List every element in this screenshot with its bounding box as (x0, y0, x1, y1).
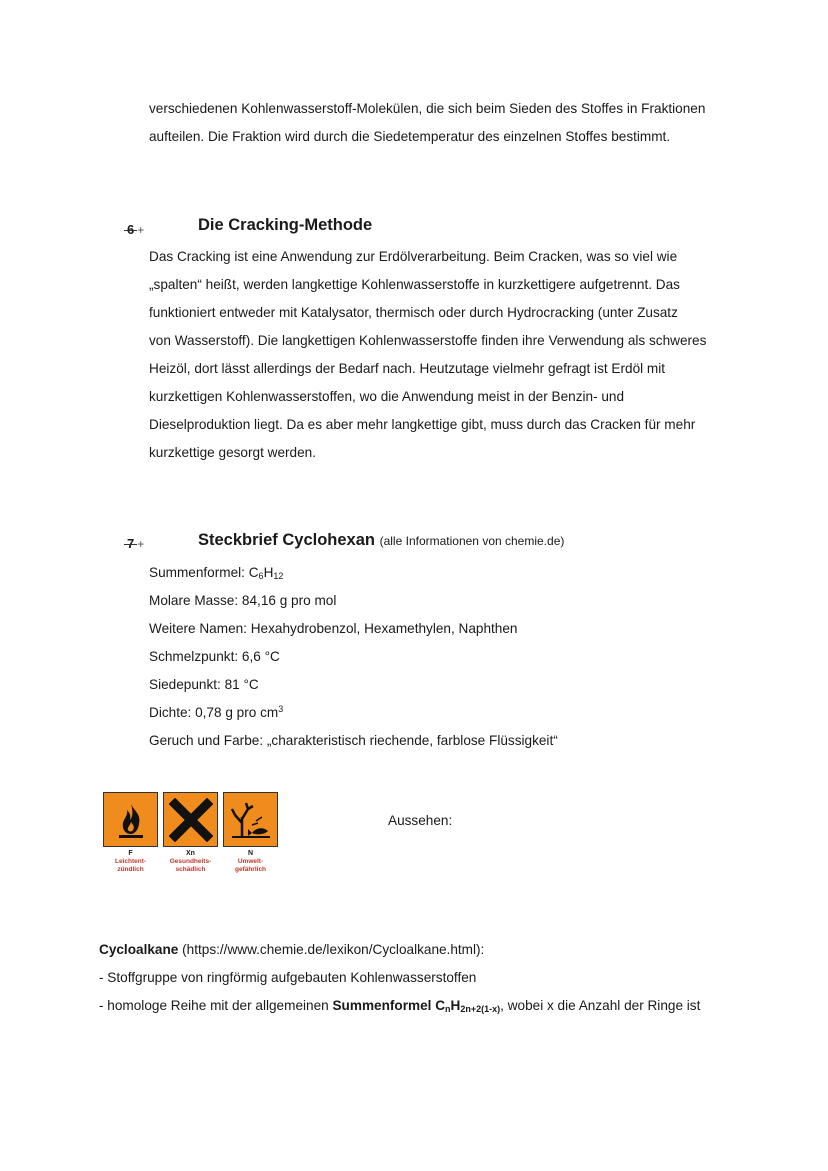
cracking-line: Heizöl, dort lässt allerdings der Bedarf nach. Heutzutage vielmehr gefragt ist Erdöl mit (149, 361, 666, 376)
hazard-Xn (162, 792, 219, 874)
cycloalkanes-point: - homologe Reihe mit der allgemeinen Summenformel $C_nH_{2n+2(1-x)}$, wobei x die Anzahl der Ringe ist (99, 998, 701, 1014)
density-row: Dichte: 0,78 g pro $cm^3$ (149, 704, 284, 720)
hazard-F (102, 792, 159, 874)
intro-line: aufteilen. Die Fraktion wird durch die Siedetemperatur des einzelnen Stoffes bestimmt. (149, 129, 671, 144)
intro-paragraph (149, 95, 749, 151)
smell-row: Geruch und Farbe: „charakteristisch riechende, farblose Flüssigkeit“ (149, 733, 558, 748)
names-row: Weitere Namen: Hexahydrobenzol, Hexamethylen, Naphthen (149, 621, 518, 636)
cycloalkanes-section (99, 936, 799, 1020)
section-7-title (198, 530, 564, 551)
formula-row: Summenformel: $C_6H_{12}$ (149, 565, 284, 581)
cracking-line: kurzkettigen Kohlenwasserstoffen, wo die Anwendung meist in der Benzin- und (149, 389, 625, 404)
source-note: (alle Informationen von chemie.de) (379, 534, 565, 548)
cracking-line: „spalten“ heißt, werden langkettige Kohlenwasserstoffe in kurzkettigere aufgetrennt. Das (149, 277, 680, 292)
melting-row: Schmelzpunkt: 6,6 °C (149, 649, 280, 664)
hazard-label: zündlich (117, 866, 144, 873)
cross-icon (163, 792, 218, 847)
steckbrief-title: Steckbrief Cyclohexan (198, 531, 375, 549)
hazard-label: Leichtent- (114, 858, 147, 865)
section-6-title: Die Cracking-Methode (198, 216, 373, 234)
hazard-code: Xn (186, 850, 195, 857)
hazard-code: F (128, 850, 133, 857)
hazard-code: N (247, 850, 254, 857)
section-6-number: 6 + (127, 222, 145, 237)
hazard-label: schädlich (175, 866, 206, 873)
boiling-row: Siedepunkt: 81 °C (149, 677, 259, 692)
cycloalkanes-title: Cycloalkane (99, 942, 179, 957)
hazard-label: Umwelt- (237, 858, 264, 865)
intro-line: verschiedenen Kohlenwasserstoff-Molekülen, die sich beim Sieden des Stoffes in Fraktionen (149, 101, 706, 116)
hazard-label: Gesundheits- (169, 858, 212, 865)
hazard-symbols (102, 792, 279, 874)
cycloalkanes-title-row (99, 936, 799, 964)
cracking-line: von Wasserstoff). Die langkettigen Kohlenwasserstoffe finden ihre Verwendung als schweres (149, 333, 707, 348)
cyclohexan-facts (149, 559, 769, 755)
hazard-N (222, 792, 279, 874)
cracking-paragraph (149, 243, 739, 467)
appearance-label: Aussehen: (388, 813, 453, 828)
cracking-line: Das Cracking ist eine Anwendung zur Erdölverarbeitung. Beim Cracken, was so viel wie (149, 249, 678, 264)
flame-icon (103, 792, 158, 847)
cycloalkanes-source: (https://www.chemie.de/lexikon/Cycloalkane.html): (178, 942, 485, 957)
cycloalkanes-point: - Stoffgruppe von ringförmig aufgebauten Kohlenwasserstoffen (99, 970, 477, 985)
dead-tree-fish-icon (223, 792, 278, 847)
cracking-line: kurzkettige gesorgt werden. (149, 445, 316, 460)
section-7-number: 7 + (127, 536, 145, 551)
molar-mass-row: Molare Masse: 84,16 g pro mol (149, 593, 337, 608)
cracking-line: Dieselproduktion liegt. Da es aber mehr langkettige gibt, muss durch das Cracken für mehr (149, 417, 696, 432)
cracking-line: funktioniert entweder mit Katalysator, thermisch oder durch Hydrocracking (unter Zusatz (149, 305, 678, 320)
hazard-label: gefährlich (234, 866, 267, 873)
